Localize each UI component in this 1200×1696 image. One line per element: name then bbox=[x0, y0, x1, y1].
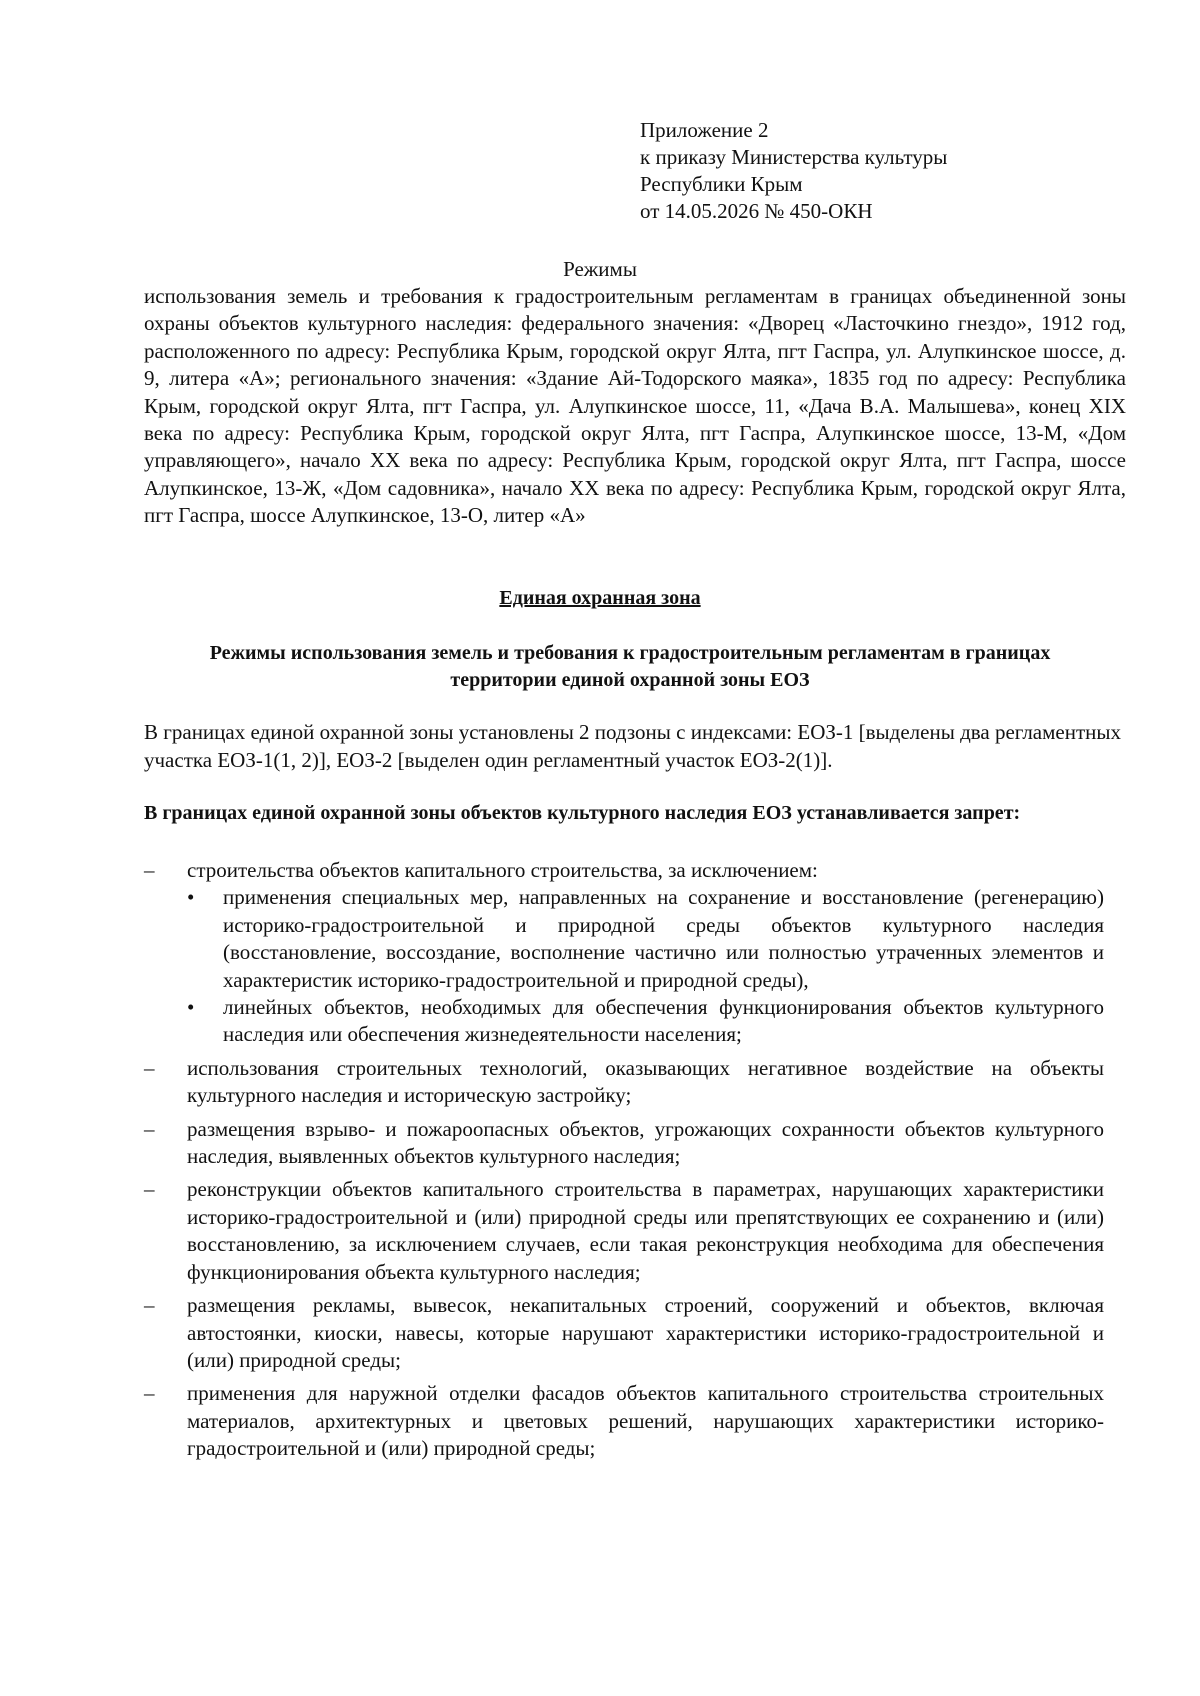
section-heading: Режимы использования земель и требования к градостроительным регламентам в границах территории единой охранной зоны ЕОЗ bbox=[209, 642, 1051, 691]
ban-item-text: реконструкции объектов капитального строительства в параметрах, нарушающих характеристики историко-градостроительной и (или) природной среды или препятствующих ее сохранению и (или) восстановлению, за исключением случаев, если такая реконструкция необходима для обеспечения функционирования объекта культурного наследия; bbox=[187, 1177, 1104, 1284]
exception-item-text: применения специальных мер, направленных на сохранение и восстановление (регенерацию) историко-градостроительной и природной среды объектов культурного наследия (восстановление, воссоздание, восполнение частично или полностью утраченных элементов и характеристик историко-градостроительной и природной среды), bbox=[223, 885, 1104, 992]
bullet-marker: • bbox=[187, 995, 195, 1020]
ban-item bbox=[144, 857, 1104, 1049]
appendix-line-1: Приложение 2 bbox=[640, 118, 769, 142]
appendix-header bbox=[640, 117, 947, 225]
intro-paragraph: использования земель и требования к градостроительным регламентам в границах объединенной зоны охраны объектов культурного наследия: федерального значения: «Дворец «Ласточкино гнездо», 1912 год, расположенного по адресу: Республика Крым, городской округ Ялта, пгт Гаспра, ул. Алупкинское шоссе, д. 9, литера «А»; регионального значения: «Здание Ай-Тодорского маяка», 1835 год по адресу: Республика Крым, городской округ Ялта, пгт Гаспра, ул. Алупкинское шоссе, 11, «Дача В.А. Малышева», конец XIX века по адресу: Республика Крым, городской округ Ялта, пгт Гаспра, Алупкинское шоссе, 13-М, «Дом управляющего», начало XX века по адресу: Республика Крым, городской округ Ялта, пгт Гаспра, шоссе Алупкинское, 13-Ж, «Дом садовника», начало XX века по адресу: Республика Крым, городской округ Ялта, пгт Гаспра, шоссе Алупкинское, 13-О, литер «А» bbox=[144, 284, 1126, 528]
subzones-paragraph: В границах единой охранной зоны установлены 2 подзоны с индексами: ЕОЗ-1 [выделены два регламентных участка ЕОЗ-1(1, 2)], ЕОЗ-2 [выделен один регламентный участок ЕОЗ-2(1)]. bbox=[144, 720, 1122, 772]
appendix-line-3: Республики Крым bbox=[640, 172, 803, 196]
appendix-line-2: к приказу Министерства культуры bbox=[640, 145, 948, 169]
ban-item bbox=[144, 1176, 1104, 1286]
exception-item-text: линейных объектов, необходимых для обеспечения функционирования объектов культурного наследия или обеспечения жизнедеятельности населения; bbox=[223, 995, 1104, 1047]
ban-item bbox=[144, 1292, 1104, 1374]
ban-item-text: размещения рекламы, вывесок, некапитальных строений, сооружений и объектов, включая автостоянки, киоски, навесы, которые нарушают характеристики историко-градостроительной и (или) природной среды; bbox=[187, 1293, 1104, 1372]
exception-item bbox=[187, 994, 1104, 1049]
ban-item bbox=[144, 1380, 1104, 1462]
ban-item-text: использования строительных технологий, оказывающих негативное воздействие на объекты культурного наследия и историческую застройку; bbox=[187, 1055, 1104, 1108]
ban-item bbox=[144, 1116, 1104, 1171]
ban-item-text: размещения взрыво- и пожароопасных объектов, угрожающих сохранности объектов культурного наследия, выявленных объектов культурного наследия; bbox=[187, 1116, 1104, 1169]
zone-heading: Единая охранная зона bbox=[499, 587, 701, 609]
exception-list bbox=[187, 884, 1104, 1048]
ban-item-text: применения для наружной отделки фасадов объектов капитального строительства строительных материалов, архитектурных и цветовых решений, нарушающих характеристики историко-градостроительной и (или) природной среды; bbox=[187, 1381, 1104, 1461]
dash-marker: – bbox=[144, 1116, 155, 1141]
dash-marker: – bbox=[144, 858, 155, 882]
ban-item-text: строительства объектов капитального строительства, за исключением: bbox=[187, 858, 818, 882]
dash-marker: – bbox=[144, 1055, 155, 1080]
document-title: Режимы bbox=[563, 257, 637, 281]
bullet-marker: • bbox=[187, 885, 195, 910]
appendix-line-4: от 14.05.2026 № 450-ОКН bbox=[640, 199, 873, 223]
ban-heading: В границах единой охранной зоны объектов культурного наследия ЕОЗ устанавливается запрет: bbox=[144, 802, 1021, 824]
dash-marker: – bbox=[144, 1293, 155, 1318]
exception-item bbox=[187, 884, 1104, 994]
ban-item bbox=[144, 1055, 1104, 1110]
ban-list bbox=[144, 857, 1104, 1469]
dash-marker: – bbox=[144, 1177, 155, 1202]
dash-marker: – bbox=[144, 1381, 155, 1406]
